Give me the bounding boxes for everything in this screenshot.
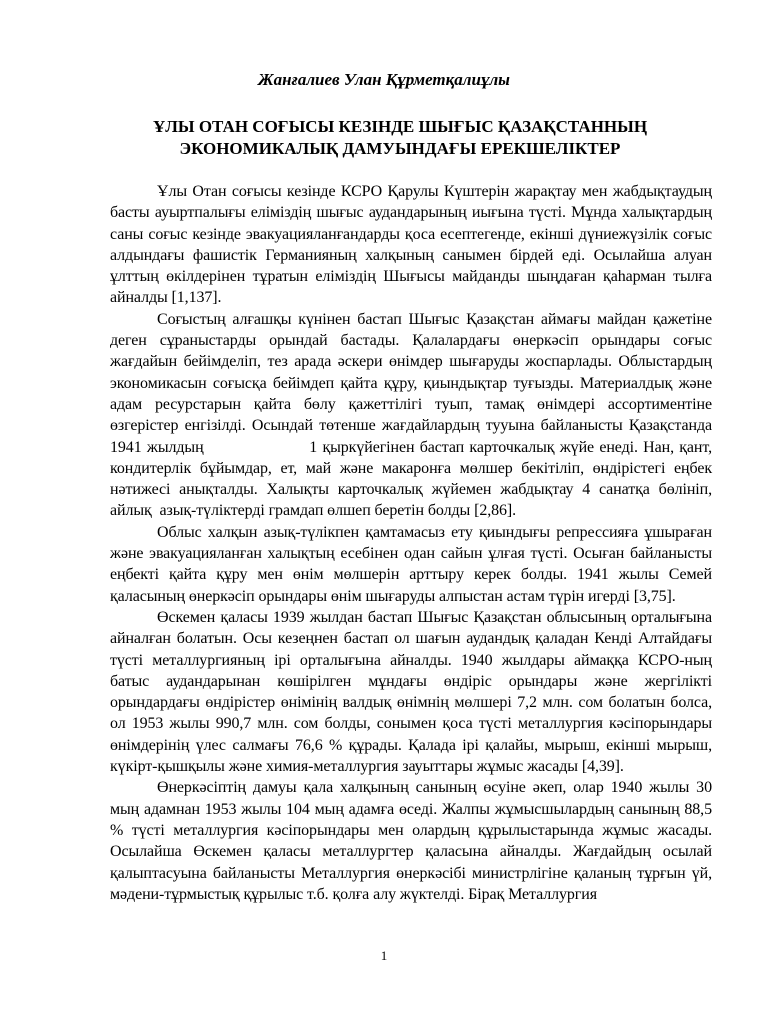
author-name: Жанғалиев Улан Құрметқалиұлы (258, 70, 510, 89)
paragraph-5: Өнеркәсіптің дамуы қала халқының санының өсуіне әкеп, олар 1940 жылы 30 мың адамнан 1953 жылы 104 мың адамға өседі. Жалпы жұмысшылардың санының 88,5 % түсті металлургия кәсіпорындары мен олардың құрылыстарында жұмыс жасады. Осылайша Өскемен қаласы металлургтер қаласына айналды. Жағдайдың осылай қалыптасуына байланысты Металлургия өнеркәсібі министрлігіне қаланың тұрғын үй, мәдени-тұрмыстық құрылыс т.б. қолға алу жүктелді. Бірақ Металлургия (110, 779, 712, 903)
paragraph-1: Ұлы Отан соғысы кезінде КСРО Қарулы Күштерін жарақтау мен жабдықтаудың басты ауыртпалығы еліміздің шығыс аудандарының иығына түсті. Мұнда халықтардың саны соғыс кезінде эвакуацияланғандарды қоса есептегенде, екінші дүниежүзілік соғыс алдындағы фашистік Германияның халқының санымен бірдей еді. Осылайша алуан ұлттың өкілдерінен тұратын еліміздің Шығысы майданды шыңдаған қаһарман тылға айналды [1,137]. (110, 183, 712, 307)
article-title (100, 116, 700, 160)
paragraph-3: Облыс халқын азық-түлікпен қамтамасыз ету қиындығы репрессияға ұшыраған және эвакуацияланған халықтың есебінен одан сайын ұлғая түсті. Осыған байланысты еңбекті қайта құру мен өнім мөлшерін арттыру керек болды. 1941 жылы Семей қаласының өнеркәсіп орындары өнім шығаруды алпыстан астам түрін игерді [3,75]. (110, 523, 712, 605)
article-body (110, 181, 716, 905)
paragraph-4: Өскемен қаласы 1939 жылдан бастап Шығыс Қазақстан облысының орталығына айналған болатын. Осы кезеңнен бастап ол шағын аудандық қаладан Кенді Алтайдағы түсті металлургияның ірі орталығына айналды. 1940 жылдары аймаққа КСРО-ның батыс аудандарынан көшірілген мұндағы өндіріс орындары және жергілікті орындардағы өндірістер өнімінің валдық өнімнің мөлшері 7,2 млн. сом болатын болса, ол 1953 жылы 990,7 млн. сом болды, сонымен қоса түсті металлургия кәсіпорындары өнімдерінің үлес салмағы 76,6 % құрады. Қалада ірі қалайы, мырыш, екінші мырыш, күкірт-қышқылы және химия-металлургия зауыттары жұмыс жасады [4,39]. (110, 608, 712, 776)
paragraph-2: Соғыстың алғашқы күнінен бастап Шығыс Қазақстан аймағы майдан қажетіне деген сұраныстарды орындай бастады. Қалалардағы өнеркәсіп орындары соғыс жағдайын бейімделіп, тез арада әскери өнімдер шығаруды жоспарлады. Облыстардың экономикасын соғысқа бейімдеп қайта құру, қиындықтар туғызды. Материалдық және адам ресурстарын қайта бөлу қажеттілігі туып, тамақ өнімдері ассортиментіне өзгерістер енгізілді. Осындай төтенше жағдайлардың тууына байланысты Қазақстанда 1941 жылдың 1 қыркүйегінен бастап карточкалық жүйе енеді. Нан, қант, кондитерлік бұйымдар, ет, май және макаронға мөлшер бекітіліп, өндірістегі еңбек нәтижесі анықталды. Халықты карточкалық жүйемен жабдықтау 4 санатқа бөлініп, айлық азық-түліктерді грамдап өлшеп беретін болды [2,86]. (110, 310, 716, 520)
article-title-line-1: ҰЛЫ ОТАН СОҒЫСЫ КЕЗІНДЕ ШЫҒЫС ҚАЗАҚСТАННЫҢ (152, 117, 648, 136)
page-number: 1 (380, 948, 388, 963)
article-title-line-2: ЭКОНОМИКАЛЫҚ ДАМУЫНДАҒЫ ЕРЕКШЕЛІКТЕР (179, 139, 621, 158)
